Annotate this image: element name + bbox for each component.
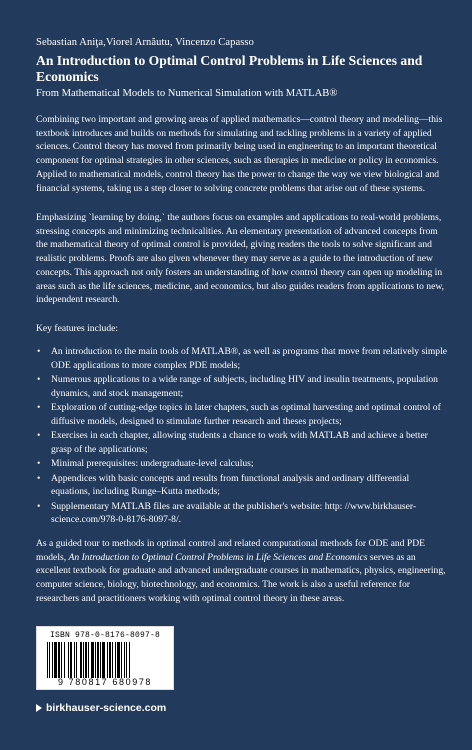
publisher-link[interactable]	[36, 702, 166, 714]
paragraph3-text-end: serves as an excellent textbook for graduate and advanced undergraduate courses in mathematics, physics, engineering, computer science, biology, biotechnology, and economics. The work is also a useful reference for researchers and practitioners working with optimal control theory in these areas.	[36, 551, 446, 604]
list-item	[36, 373, 448, 400]
key-features-list	[36, 345, 448, 528]
list-item	[36, 500, 448, 527]
feature-text: An introduction to the main tools of MATLAB®, as well as programs that move from relatively simple ODE applications to more complex PDE models;	[51, 346, 448, 371]
paragraph3-italic-title: An Introduction to Optimal Control Problems in Life Sciences and Economics	[68, 551, 368, 563]
paragraph3-text-start: As a guided tour to methods in optimal control and related computational methods for ODE and PDE models,	[36, 538, 426, 563]
feature-text: Exploration of cutting-edge topics in later chapters, such as optimal harvesting and optimal control of diffusive models, designed to stimulate further research and theses projects;	[51, 402, 441, 427]
bullet-icon: •	[37, 472, 41, 484]
book-title: An Introduction to Optimal Control Problems in Life Sciences and Economics	[36, 53, 423, 84]
bullet-icon: •	[37, 500, 41, 512]
list-item	[36, 457, 448, 471]
bullet-icon: •	[37, 374, 41, 385]
list-item	[36, 345, 448, 372]
isbn-label: ISBN 978-0-8176-8097-8	[49, 631, 161, 640]
description-paragraph-2: Emphasizing `learning by doing,` the authors focus on examples and applications to real-world problems, stressing concepts and minimizing technicalities. An elementary presentation of advanced concepts from the mathematical theory of optimal control is provided, giving readers the tools to solve significant and realistic problems. Proofs are also given whenever they may serve as a guide to the introduction of new concepts. This approach not only fosters an understanding of how control theory can open up modeling in areas such as the life sciences, medicine, and economics, but also guides readers from applications to new, independent research.	[36, 212, 445, 306]
bullet-icon: •	[37, 430, 41, 441]
description-paragraph-1: Combining two important and growing areas of applied mathematics—control theory and modeling—this textbook introduces and builds on methods for simulating and tackling problems in a variety of applied sciences. Control theory has moved from primarily being used in engineering to an important theoretical component for optimal strategies in other sciences, such as therapies in medicine or policy in economics. Applied to mathematical models, control theory has the power to change the way we view biological and financial systems, taking us a step closer to solving concrete problems that arise out of these systems.	[36, 114, 443, 194]
feature-text: Exercises in each chapter, allowing students a chance to work with MATLAB and achieve a better grasp of the applications;	[51, 430, 428, 455]
bullet-icon: •	[37, 458, 41, 469]
feature-text: Appendices with basic concepts and results from functional analysis and ordinary differential equations, including Runge–Kutta methods;	[51, 472, 410, 497]
publisher-url: birkhauser-science.com	[46, 702, 167, 714]
bullet-icon: •	[37, 402, 41, 413]
description-paragraph-3	[36, 537, 448, 606]
authors: Sebastian Aniţa,Viorel Arnăutu, Vincenzo Capasso	[36, 37, 254, 48]
barcode-icon	[47, 642, 165, 678]
arrow-right-icon	[36, 704, 42, 712]
book-subtitle: From Mathematical Models to Numerical Simulation with MATLAB®	[36, 88, 338, 99]
list-item	[36, 472, 448, 499]
feature-text: Numerous applications to a wide range of subjects, including HIV and insulin treatments, population dynamics, and stock management;	[51, 374, 438, 399]
feature-text: Supplementary MATLAB files are available at the publisher's website: http: //www.birkhauser-science.com/978-0-8176-8097-8/.	[51, 500, 417, 525]
barcode	[36, 626, 174, 690]
barcode-digits: 9 780817 680978	[57, 677, 153, 687]
list-item	[36, 401, 448, 428]
list-item	[36, 429, 448, 456]
key-features-heading: Key features include:	[36, 323, 119, 334]
feature-text: Minimal prerequisites: undergraduate-level calculus;	[51, 458, 254, 469]
bullet-icon: •	[37, 346, 41, 357]
